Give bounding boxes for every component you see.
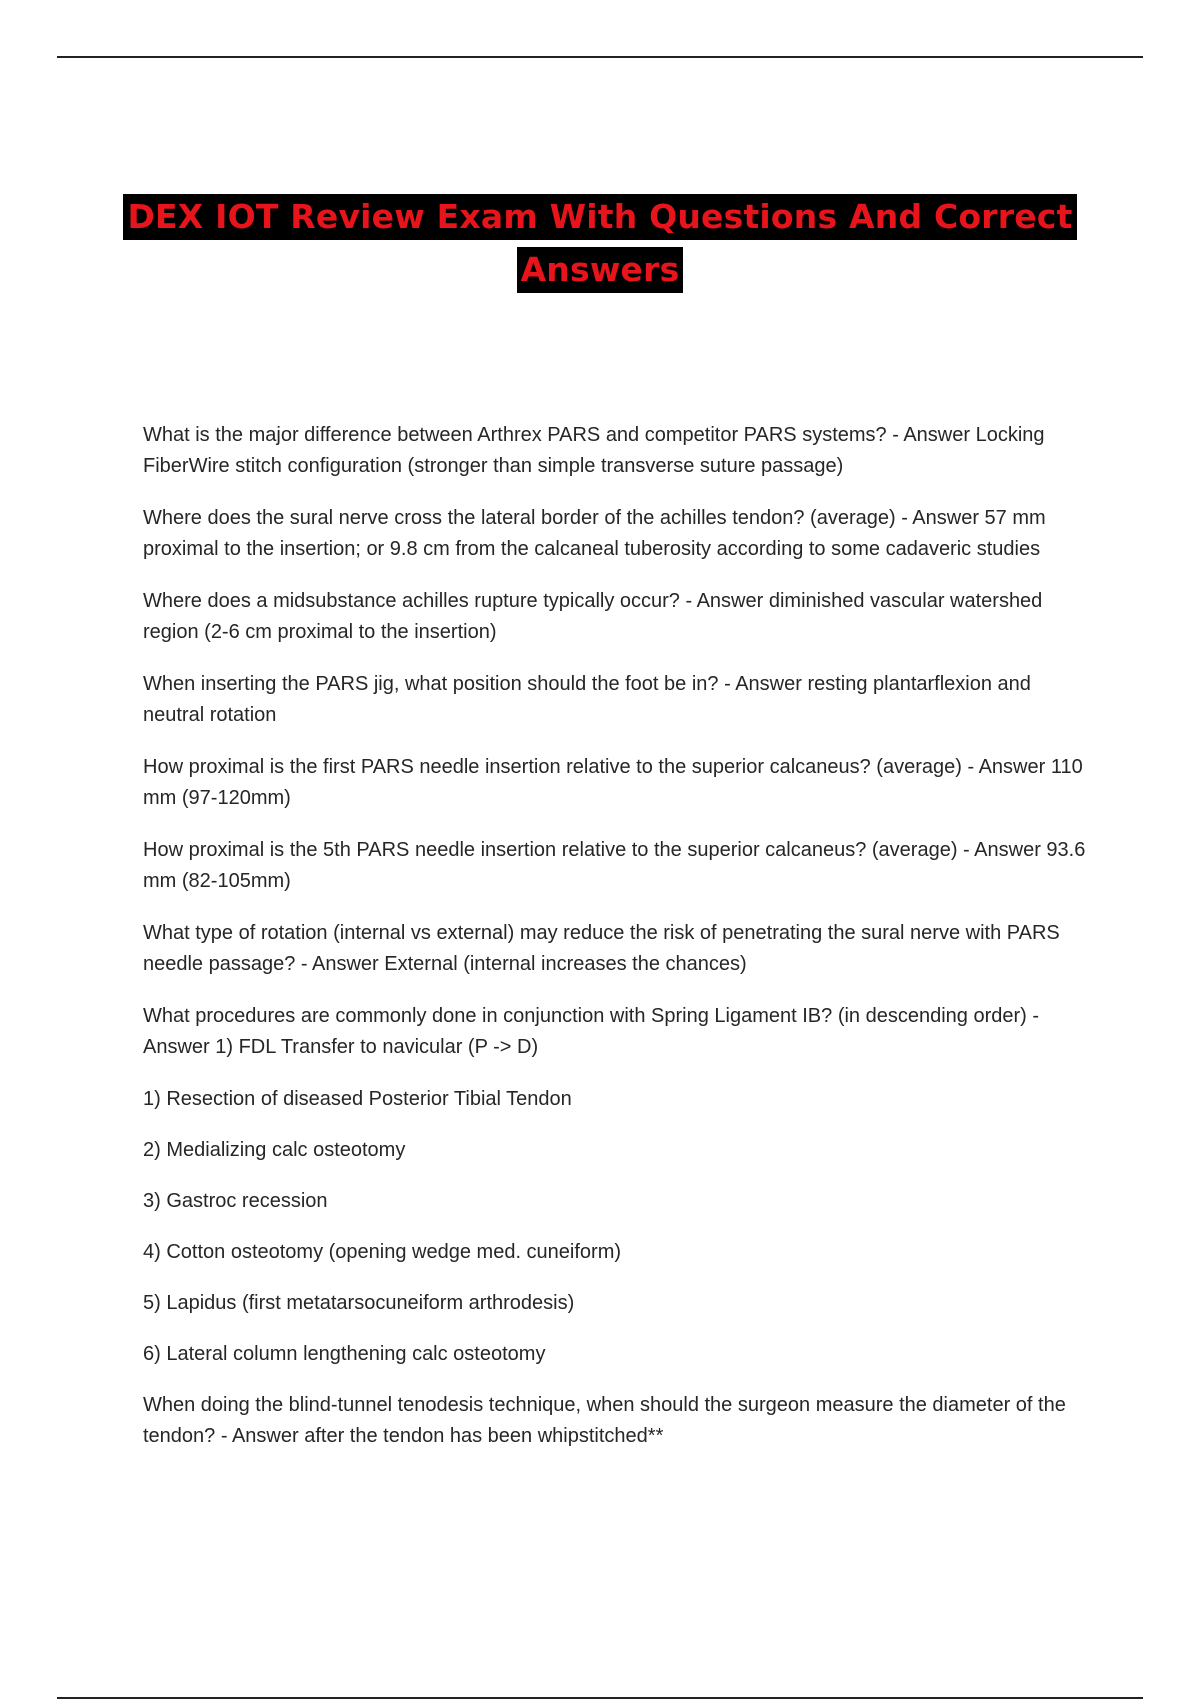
procedure-list-item: 6) Lateral column lengthening calc osteotomy: [143, 1343, 546, 1365]
qa-paragraph: How proximal is the 5th PARS needle insertion relative to the superior calcaneus? (average) - Answer 93.6 mm (82-105mm): [143, 839, 1086, 892]
document-body: [143, 420, 1093, 1473]
qa-paragraph: What type of rotation (internal vs external) may reduce the risk of penetrating the sural nerve with PARS needle passage? - Answer External (internal increases the chances): [143, 922, 1060, 975]
document-title: [0, 194, 1200, 293]
title-line-2: Answers: [517, 247, 684, 293]
procedure-list-item: 5) Lapidus (first metatarsocuneiform arthrodesis): [143, 1292, 575, 1314]
qa-paragraph: When doing the blind-tunnel tenodesis technique, when should the surgeon measure the diameter of the tendon? - Answer after the tendon has been whipstitched**: [143, 1394, 1066, 1447]
top-divider: [57, 56, 1143, 58]
qa-paragraph: How proximal is the first PARS needle insertion relative to the superior calcaneus? (average) - Answer 110 mm (97-120mm): [143, 756, 1083, 809]
qa-paragraph: When inserting the PARS jig, what position should the foot be in? - Answer resting plantarflexion and neutral rotation: [143, 673, 1031, 726]
title-line-1: DEX IOT Review Exam With Questions And Correct: [123, 194, 1076, 240]
procedure-list-item: 1) Resection of diseased Posterior Tibial Tendon: [143, 1088, 572, 1110]
bottom-divider: [57, 1697, 1143, 1699]
qa-paragraph: What is the major difference between Arthrex PARS and competitor PARS systems? - Answer Locking FiberWire stitch configuration (stronger than simple transverse suture passage): [143, 424, 1045, 477]
qa-paragraph: Where does a midsubstance achilles rupture typically occur? - Answer diminished vascular watershed region (2-6 cm proximal to the insertion): [143, 590, 1043, 643]
procedure-list-item: 3) Gastroc recession: [143, 1190, 328, 1212]
procedure-list-item: 2) Medializing calc osteotomy: [143, 1139, 406, 1161]
qa-paragraph: What procedures are commonly done in conjunction with Spring Ligament IB? (in descending order) - Answer 1) FDL Transfer to navicular (P -> D): [143, 1005, 1040, 1058]
procedure-list-item: 4) Cotton osteotomy (opening wedge med. cuneiform): [143, 1241, 622, 1263]
qa-paragraph: Where does the sural nerve cross the lateral border of the achilles tendon? (average) - Answer 57 mm proximal to the insertion; or 9.8 cm from the calcaneal tuberosity according to some cadaveric studies: [143, 507, 1046, 560]
